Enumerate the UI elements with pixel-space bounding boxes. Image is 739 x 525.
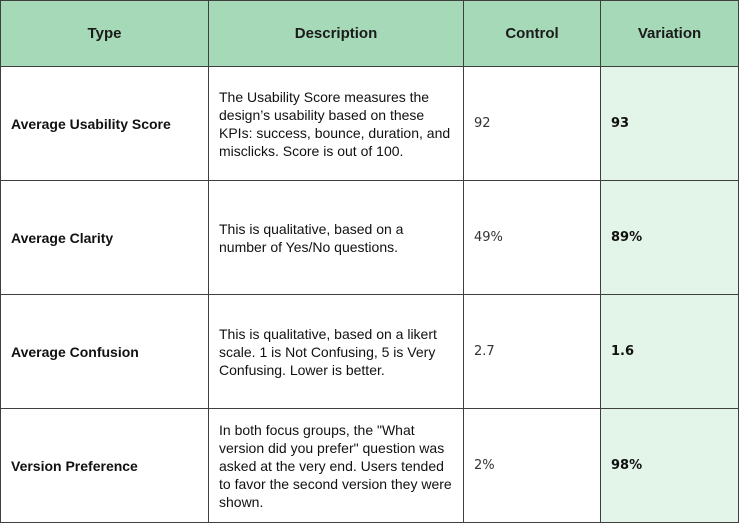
table-row [1, 181, 739, 295]
variation-cell: 93 [601, 67, 739, 181]
control-cell: 49% [464, 181, 601, 295]
header-type: Type [1, 1, 209, 67]
description-cell: This is qualitative, based on a likert scale. 1 is Not Confusing, 5 is Very Confusing. Lower is better. [209, 295, 464, 409]
header-variation: Variation [601, 1, 739, 67]
description-cell: This is qualitative, based on a number of Yes/No questions. [209, 181, 464, 295]
type-cell: Average Clarity [1, 181, 209, 295]
type-cell: Average Usability Score [1, 67, 209, 181]
variation-cell: 98% [601, 409, 739, 523]
table-row [1, 67, 739, 181]
table-row [1, 409, 739, 523]
description-cell: The Usability Score measures the design’s usability based on these KPIs: success, bounce, duration, and misclicks. Score is out of 100. [209, 67, 464, 181]
header-description: Description [209, 1, 464, 67]
control-cell: 2.7 [464, 295, 601, 409]
header-control: Control [464, 1, 601, 67]
variation-cell: 89% [601, 181, 739, 295]
description-cell: In both focus groups, the "What version did you prefer" question was asked at the very end. Users tended to favor the second version they were shown. [209, 409, 464, 523]
type-cell: Version Preference [1, 409, 209, 523]
control-cell: 92 [464, 67, 601, 181]
type-cell: Average Confusion [1, 295, 209, 409]
header-row [1, 1, 739, 67]
table-row [1, 295, 739, 409]
control-cell: 2% [464, 409, 601, 523]
variation-cell: 1.6 [601, 295, 739, 409]
